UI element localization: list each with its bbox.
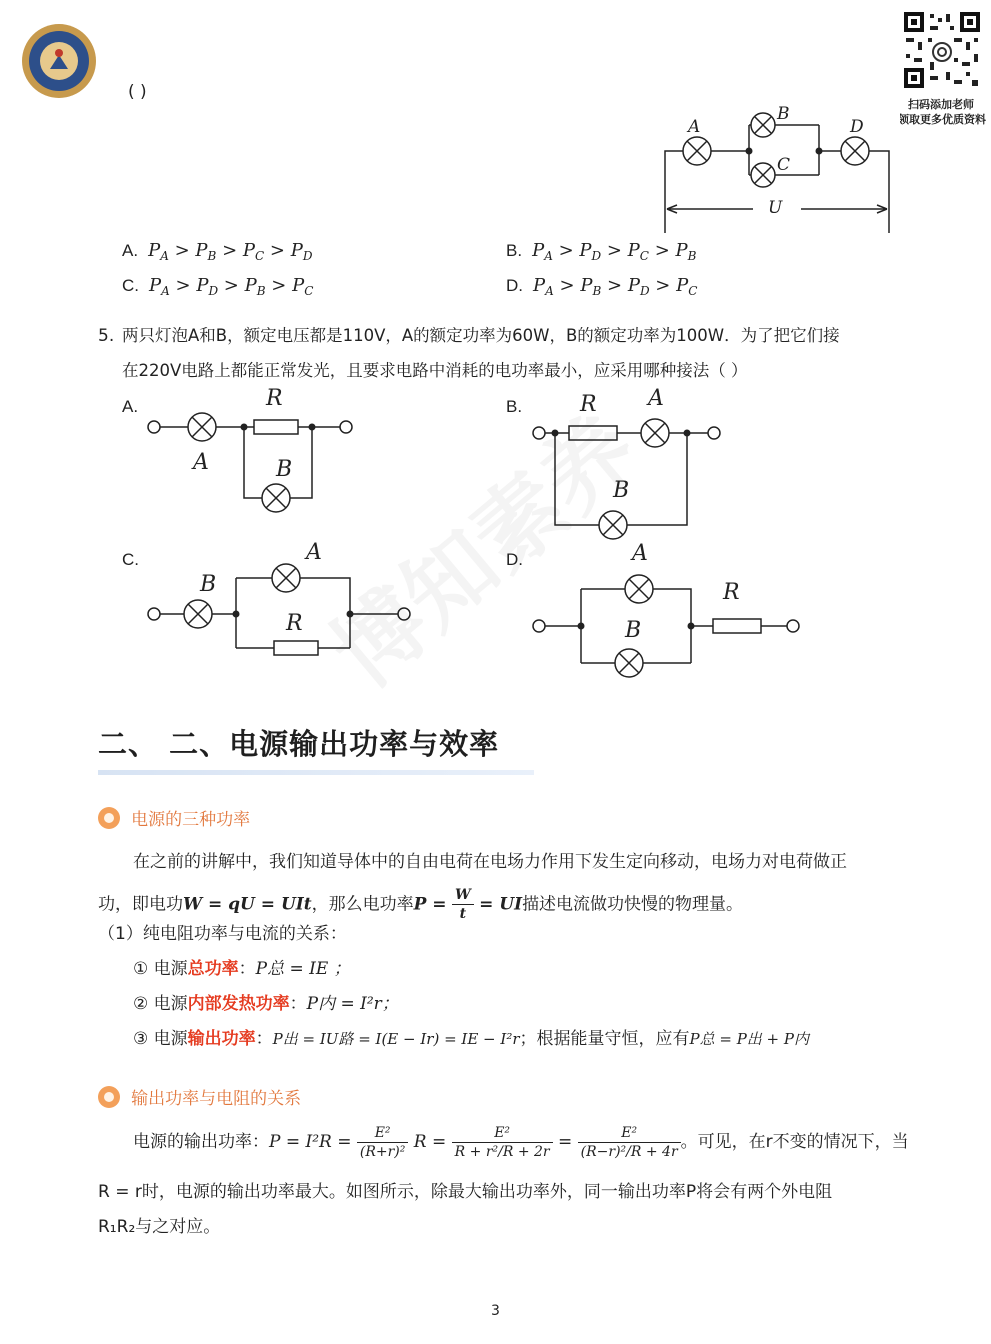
para2-line3: R₁R₂与之对应。 (98, 1217, 221, 1237)
school-logo (20, 22, 98, 100)
q4-option-d[interactable]: D. $P_A > P_B > P_D > P_C$ (506, 275, 698, 298)
item-2: ② 电源内部发热功率：P内 = I²r； (133, 994, 399, 1014)
q4-label-d: D (850, 117, 864, 137)
para2-line1: 电源的输出功率：P = I²R = $\frac{\text{E²}}{\text{(R+r)²}}$ R = $\frac{\text{E²}}{\text{R + r²/R + 2r}}$ = $\frac{\text{E²}}{\text{(R−r)²/R + 4r}}$ 。可见，在r不变的情况下，当 (133, 1124, 909, 1160)
q5-line1: 两只灯泡A和B，额定电压都是110V，A的额定功率为60W，B的额定功率为100W．为了把它们接 (122, 326, 840, 345)
q4-label-c: C (777, 155, 791, 175)
qr-code[interactable] (902, 10, 982, 90)
q5a-label-r: R (266, 386, 283, 411)
q5b-label-b: B (613, 478, 630, 503)
power-fraction: $\frac{W}{t}$ (452, 886, 474, 923)
q5d-label-b: B (625, 618, 642, 643)
q5c-label-a: A (306, 540, 322, 565)
answer-paren: ( ) (128, 82, 147, 102)
bulb-icon (98, 807, 120, 829)
q5-option-b-label[interactable]: B. (506, 397, 523, 416)
subsection-2: 输出功率与电阻的关系 (98, 1084, 301, 1109)
q4-option-a[interactable]: A. $P_A > P_B > P_C > P_D$ (122, 240, 313, 263)
section-title-underline (98, 770, 534, 775)
section-title: 二、 二、电源输出功率与效率 (98, 727, 500, 761)
q4-option-b[interactable]: B. $P_A > P_D > P_C > P_B$ (506, 240, 697, 263)
item-1: ① 电源总功率：P总 = IE ； (133, 959, 351, 979)
subsection-1: 电源的三种功率 (98, 805, 250, 830)
q5-circuit-a (140, 385, 370, 520)
q5b-label-r: R (580, 392, 597, 417)
q5-circuit-c (140, 560, 420, 660)
item-3: ③ 电源输出功率：P出 = IU路 = I(E − Ir) = IE − I²r；根据能量守恒，应有P总 = P出 + P内 (133, 1029, 809, 1049)
item-head: （1）纯电阻功率与电流的关系： (98, 924, 347, 944)
q5-option-c-label[interactable]: C. (122, 550, 139, 569)
q4-option-c[interactable]: C. $P_A > P_D > P_B > P_C$ (122, 275, 314, 298)
q5-circuit-b (525, 385, 725, 545)
bulb-icon (98, 1086, 120, 1108)
q5a-label-a: A (193, 450, 209, 475)
q5-option-d-label[interactable]: D. (506, 550, 523, 569)
q5d-label-a: A (632, 541, 648, 566)
qr-caption-1: 扫码添加老师 (908, 98, 974, 111)
q5d-label-r: R (723, 580, 740, 605)
q5c-label-b: B (200, 572, 217, 597)
q4-label-u: U (768, 198, 783, 218)
q5a-label-b: B (276, 457, 293, 482)
q5-line2: 在220V电路上都能正常发光，且要求电路中消耗的电功率最小，应采用哪种接法（ ） (122, 361, 748, 380)
q5b-label-a: A (648, 386, 664, 411)
q4-label-a: A (688, 117, 701, 137)
q5-circuit-d (525, 565, 810, 685)
para1-line2: 功，即电功W = qU = UIt，那么电功率P = $\frac{W}{t}$ = UI描述电流做功快慢的物理量。 (98, 887, 744, 922)
q5c-label-r: R (286, 611, 303, 636)
para1-line1: 在之前的讲解中，我们知道导体中的自由电荷在电场力作用下发生定向移动，电场力对电荷做正 (133, 852, 847, 872)
q4-label-b: B (777, 104, 790, 124)
para2-line2: R = r时，电源的输出功率最大。如图所示，除最大输出功率外，同一输出功率P将会有两个外电阻 (98, 1182, 833, 1202)
qr-caption-2: 领取更多优质资料 (898, 113, 986, 126)
q5-number: 5. (98, 326, 115, 346)
q5-option-a-label[interactable]: A. (122, 397, 139, 416)
page-number: 3 (491, 1303, 500, 1319)
